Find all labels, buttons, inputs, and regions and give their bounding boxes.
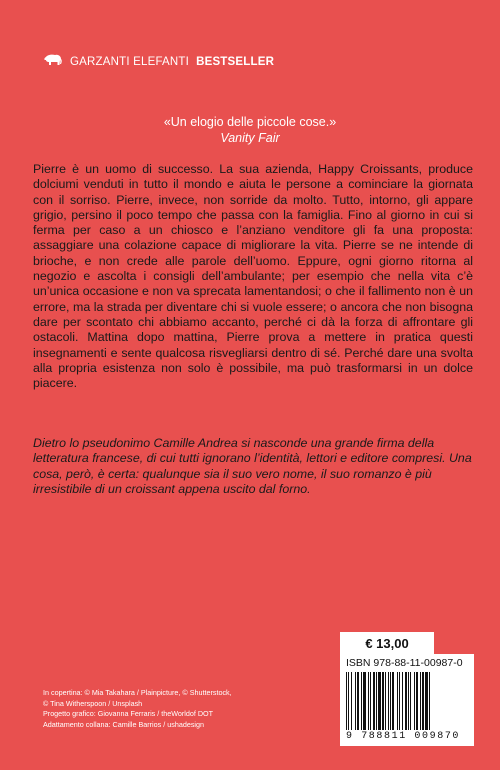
barcode-bar (416, 672, 418, 730)
book-blurb: Pierre è un uomo di successo. La sua azienda, Happy Croissants, produce dolciumi venduti in tutto il mondo e aiuta le persone a cominciare la giornata con il sorriso. Pierre, invece, non sorride da molto. Tutto, intorno, gli appare grigio, persino il poco tempo che passa con la famiglia. Fino al giorno in cui si ferma per caso a un chiosco e l’anziano venditore gli fa una proposta: assaggiare una colazione capace di migliorare la vita. Pierre se ne intende di brioche, e non crede alle parole dell’uomo. Eppure, ogni giorno ritorna al negozio e ascolta i consigli dell’ambulante; per esempio che nella vita c’è un’unica occasione e non va sprecata lamentandosi; o che il fallimento non è un errore, ma la strada per diventare chi si vuole essere; o ancora che non bisogna dare per scontato chi abbiamo accanto, perché ci dà la forza di affrontare gli ostacoli. Mattina dopo mattina, Pierre prova a mettere in pratica questi insegnamenti e sente qualcosa risvegliarsi dentro di sé. Perché dare una svolta alla propria esistenza non solo è possibile, ma può trasformarsi in un dolce piacere. (33, 162, 473, 391)
credit-line: © Tina Witherspoon / Unsplash (43, 698, 143, 708)
series-header (43, 54, 274, 69)
barcode-bar (408, 672, 409, 730)
barcode-bar (370, 672, 371, 730)
barcode-bar (376, 672, 377, 730)
barcode-bar (348, 672, 349, 730)
isbn-text: ISBN 978-88-11-00987-0 (346, 657, 463, 669)
credit-line: Adattamento collana: Camille Barrios / ushadesign (43, 719, 205, 729)
barcode-bar (363, 672, 366, 730)
ean-number: 9 788811 009870 (346, 731, 461, 742)
barcode-bar (399, 672, 400, 730)
barcode-bar (397, 672, 398, 730)
barcode-bar (378, 672, 381, 730)
credit-line: Progetto grafico: Giovanna Ferraris / theWorldof DOT (43, 709, 214, 718)
elephant-icon (43, 54, 63, 69)
barcode-bar (357, 672, 359, 730)
barcode-bar (390, 672, 391, 730)
barcode-bar (361, 672, 362, 730)
press-quote (0, 114, 500, 146)
barcode-bar (414, 672, 415, 730)
series-name: GARZANTI ELEFANTI (70, 55, 190, 68)
barcode-bar (420, 672, 421, 730)
barcode-bar (382, 672, 384, 730)
quote-text: «Un elogio delle piccole cose.» (163, 115, 337, 129)
series-label: BESTSELLER (196, 55, 275, 68)
barcode (340, 654, 474, 746)
barcode-bar (422, 672, 424, 730)
image-credits (43, 688, 303, 730)
barcode-bar (392, 672, 394, 730)
barcode-bar (385, 672, 386, 730)
barcode-bar (429, 672, 430, 730)
credit-line: In copertina: © Mia Takahara / Plainpicture, © Shutterstock, (43, 688, 232, 697)
barcode-bar (373, 672, 375, 730)
price-label: € 13,00 (340, 632, 434, 654)
barcode-bar (351, 672, 352, 730)
author-note: Dietro lo pseudonimo Camille Andrea si nasconde una grande firma della letteratura francese, di cui tutti ignorano l’identità, lettori e editore compresi. Una cosa, però, è certa: qualunque sia il suo vero nome, il suo romanzo è più irresistibile di un croissant appena uscito dal forno. (33, 436, 472, 496)
barcode-bar (346, 672, 347, 730)
barcode-bars (346, 672, 468, 730)
quote-source: Vanity Fair (220, 131, 280, 145)
barcode-bar (402, 672, 403, 730)
barcode-bar (355, 672, 356, 730)
barcode-bar (388, 672, 389, 730)
barcode-bar (425, 672, 428, 730)
barcode-bar (405, 672, 407, 730)
barcode-bar (368, 672, 369, 730)
barcode-bar (410, 672, 411, 730)
